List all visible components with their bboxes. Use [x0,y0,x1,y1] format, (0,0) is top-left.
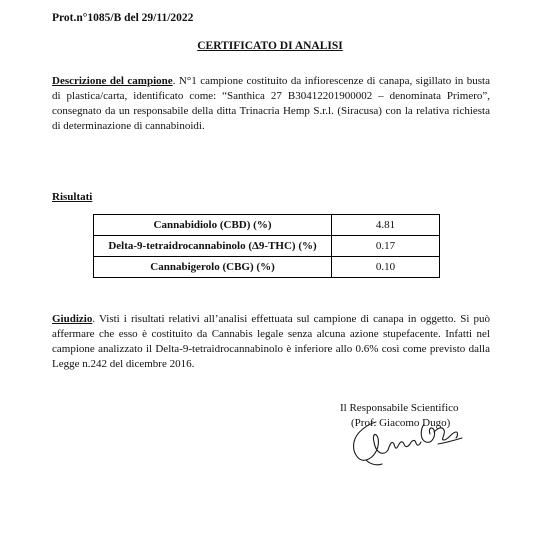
analyte-value: 0.17 [332,236,440,257]
description-label: Descrizione del campione [52,75,173,87]
description-text: . N°1 campione costituito da infiorescenze di canapa, sigillato in busta di plastica/carta, identificato come: “Santhica 27 B30412201900002 – denominata Primero”, consegnato da un responsabile della ditta Trinacria Hemp S.r.l. (Siracusa) con la relativa richiesta di determinazione di cannabinoidi. [52,75,490,132]
protocol-number: Prot.n°1085/B del 29/11/2022 [52,12,194,24]
judgement-paragraph [52,312,490,372]
results-heading: Risultati [52,191,93,203]
table-row [94,215,440,236]
analyte-value: 4.81 [332,215,440,236]
analyte-name: Cannabidiolo (CBD) (%) [94,215,332,236]
analyte-value: 0.10 [332,257,440,278]
signatory-name: (Prof. Giacomo Dugo) [351,417,451,429]
signatory-role: Il Responsabile Scientifico [340,402,459,414]
analyte-name: Delta-9-tetraidrocannabinolo (Δ9-THC) (%) [94,236,332,257]
table-row [94,257,440,278]
document-title: CERTIFICATO DI ANALISI [197,40,343,52]
results-table [93,214,440,278]
analyte-name: Cannabigerolo (CBG) (%) [94,257,332,278]
judgement-label: Giudizio [52,313,93,325]
sample-description [52,74,490,134]
judgement-text: . Visti i risultati relativi all’analisi effettuata sul campione di canapa in oggetto. Si può affermare che esso è costituito da Cannabis legale senza alcuna azione stupefacente. Infatti nel campione analizzato il Delta-9-tetraidrocannabinolo è inferiore allo 0.6% così come previsto dalla Legge n.242 del dicembre 2016. [52,313,490,370]
table-row [94,236,440,257]
handwritten-signature [340,410,470,470]
